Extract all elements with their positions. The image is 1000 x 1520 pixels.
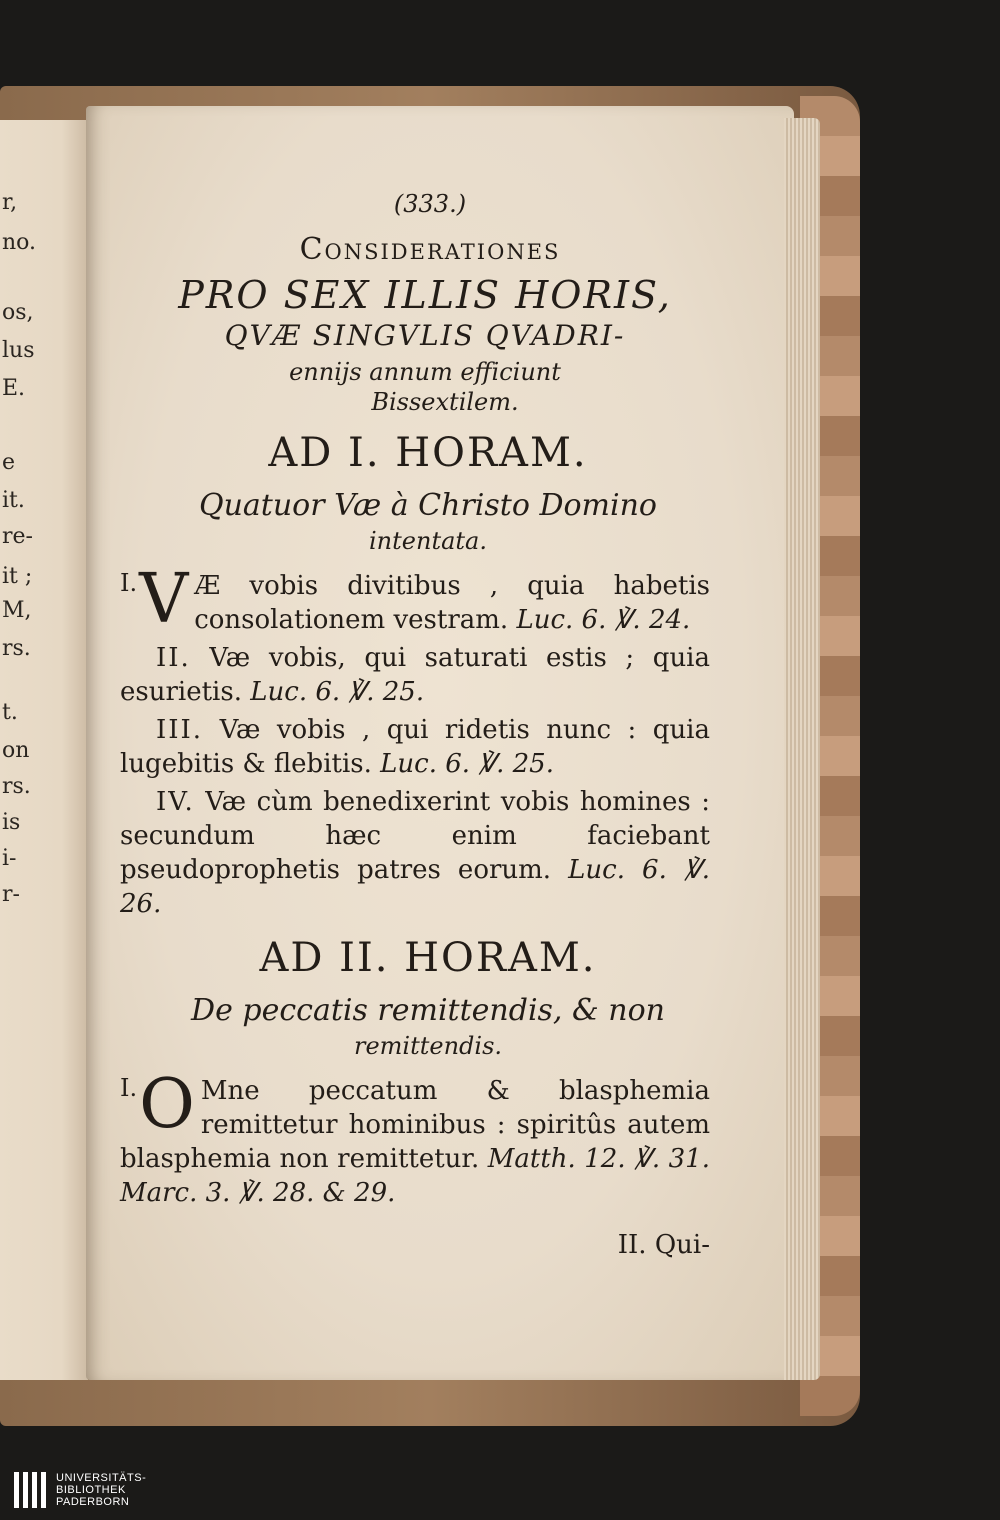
left-page-fragment: r, (2, 190, 18, 215)
left-page-fragment: it. (2, 488, 25, 513)
left-page-fragment: M, (2, 598, 32, 623)
left-page-fragment: e (2, 450, 16, 475)
scripture-reference: Luc. 6. ℣. 24. (516, 605, 691, 635)
scripture-reference: Luc. 6. ℣. 26. (120, 855, 710, 919)
item-number: III. (156, 715, 204, 745)
page-edges (784, 118, 820, 1380)
title-line-4: ennijs annum efficiunt (289, 358, 561, 386)
item-text: Æ vobis divitibus , quia habetis consolationem vestram. (194, 571, 710, 635)
left-page-fragment: re- (2, 524, 33, 549)
catchword: II. Qui- (617, 1230, 710, 1260)
section-1-item-4 (120, 785, 710, 921)
library-logo (14, 1472, 146, 1508)
drop-cap: O (139, 1065, 195, 1144)
page-number: (333.) (393, 190, 467, 218)
logo-line-2: BIBLIOTHEK (56, 1484, 126, 1496)
scripture-reference: Luc. 6. ℣. 25. (380, 749, 554, 779)
left-page-fragment: on (2, 738, 30, 763)
logo-line-1: UNIVERSITÄTS- (56, 1472, 147, 1484)
section-1-item-1 (120, 560, 710, 639)
section-2-subheading: De peccatis remittendis, & non (191, 993, 665, 1028)
section-1-subheading-cont: intentata. (369, 527, 487, 555)
left-page-fragment: no. (2, 230, 37, 255)
section-2-item-1 (120, 1065, 710, 1210)
item-text: Væ vobis, qui saturati estis ; quia esurietis. (120, 643, 711, 707)
section-1-item-2 (120, 641, 710, 709)
section-2-heading: AD II. HORAM. (259, 935, 597, 981)
section-2-subheading-cont: remittendis. (353, 1032, 503, 1060)
title-line-3: QVÆ SINGVLIS QVADRI- (224, 319, 626, 352)
scripture-reference: Luc. 6. ℣. 25. (250, 677, 425, 707)
item-text: Mne peccatum & blasphemia remittetur hominibus : spiritûs autem blasphemia non remittetur. (120, 1076, 710, 1174)
item-number: IV. (156, 787, 195, 817)
drop-cap: V (139, 560, 189, 639)
page-text (120, 190, 710, 1260)
section-1-subheading: Quatuor Væ à Christo Domino (199, 488, 657, 523)
section-1-heading: AD I. HORAM. (268, 430, 588, 476)
left-page-fragment: is (2, 810, 21, 835)
left-page-fragment: rs. (2, 636, 31, 661)
left-page-fragment: it ; (2, 564, 33, 589)
left-page-fragment: rs. (2, 774, 31, 799)
library-logo-bars-icon (14, 1472, 46, 1508)
item-number: I. (120, 569, 138, 597)
title-line-1: Considerationes (299, 232, 561, 267)
section-1-item-3 (120, 713, 710, 781)
item-number: II. (156, 643, 191, 673)
left-page-fragment: os, (2, 300, 34, 325)
left-page-fragment: E. (2, 376, 26, 401)
left-page-fragment: i- (2, 846, 17, 871)
item-number: I. (120, 1074, 138, 1102)
item-text: Væ vobis , qui ridetis nunc : quia lugebitis & flebitis. (120, 715, 711, 779)
logo-line-3: PADERBORN (56, 1496, 130, 1508)
item-text: Væ cùm benedixerint vobis homines : secundum hæc enim faciebant pseudoprophetis patres eorum. (120, 787, 711, 885)
left-page (0, 120, 88, 1380)
title-line-5: Bissextilem. (371, 388, 519, 416)
left-page-fragment: t. (2, 700, 18, 725)
left-page-fragment: r- (2, 882, 20, 907)
scripture-reference: Matth. 12. ℣. 31. Marc. 3. ℣. 28. & 29. (120, 1144, 710, 1208)
left-page-fragment: lus (2, 338, 35, 363)
title-line-2: PRO SEX ILLIS HORIS, (178, 273, 672, 317)
